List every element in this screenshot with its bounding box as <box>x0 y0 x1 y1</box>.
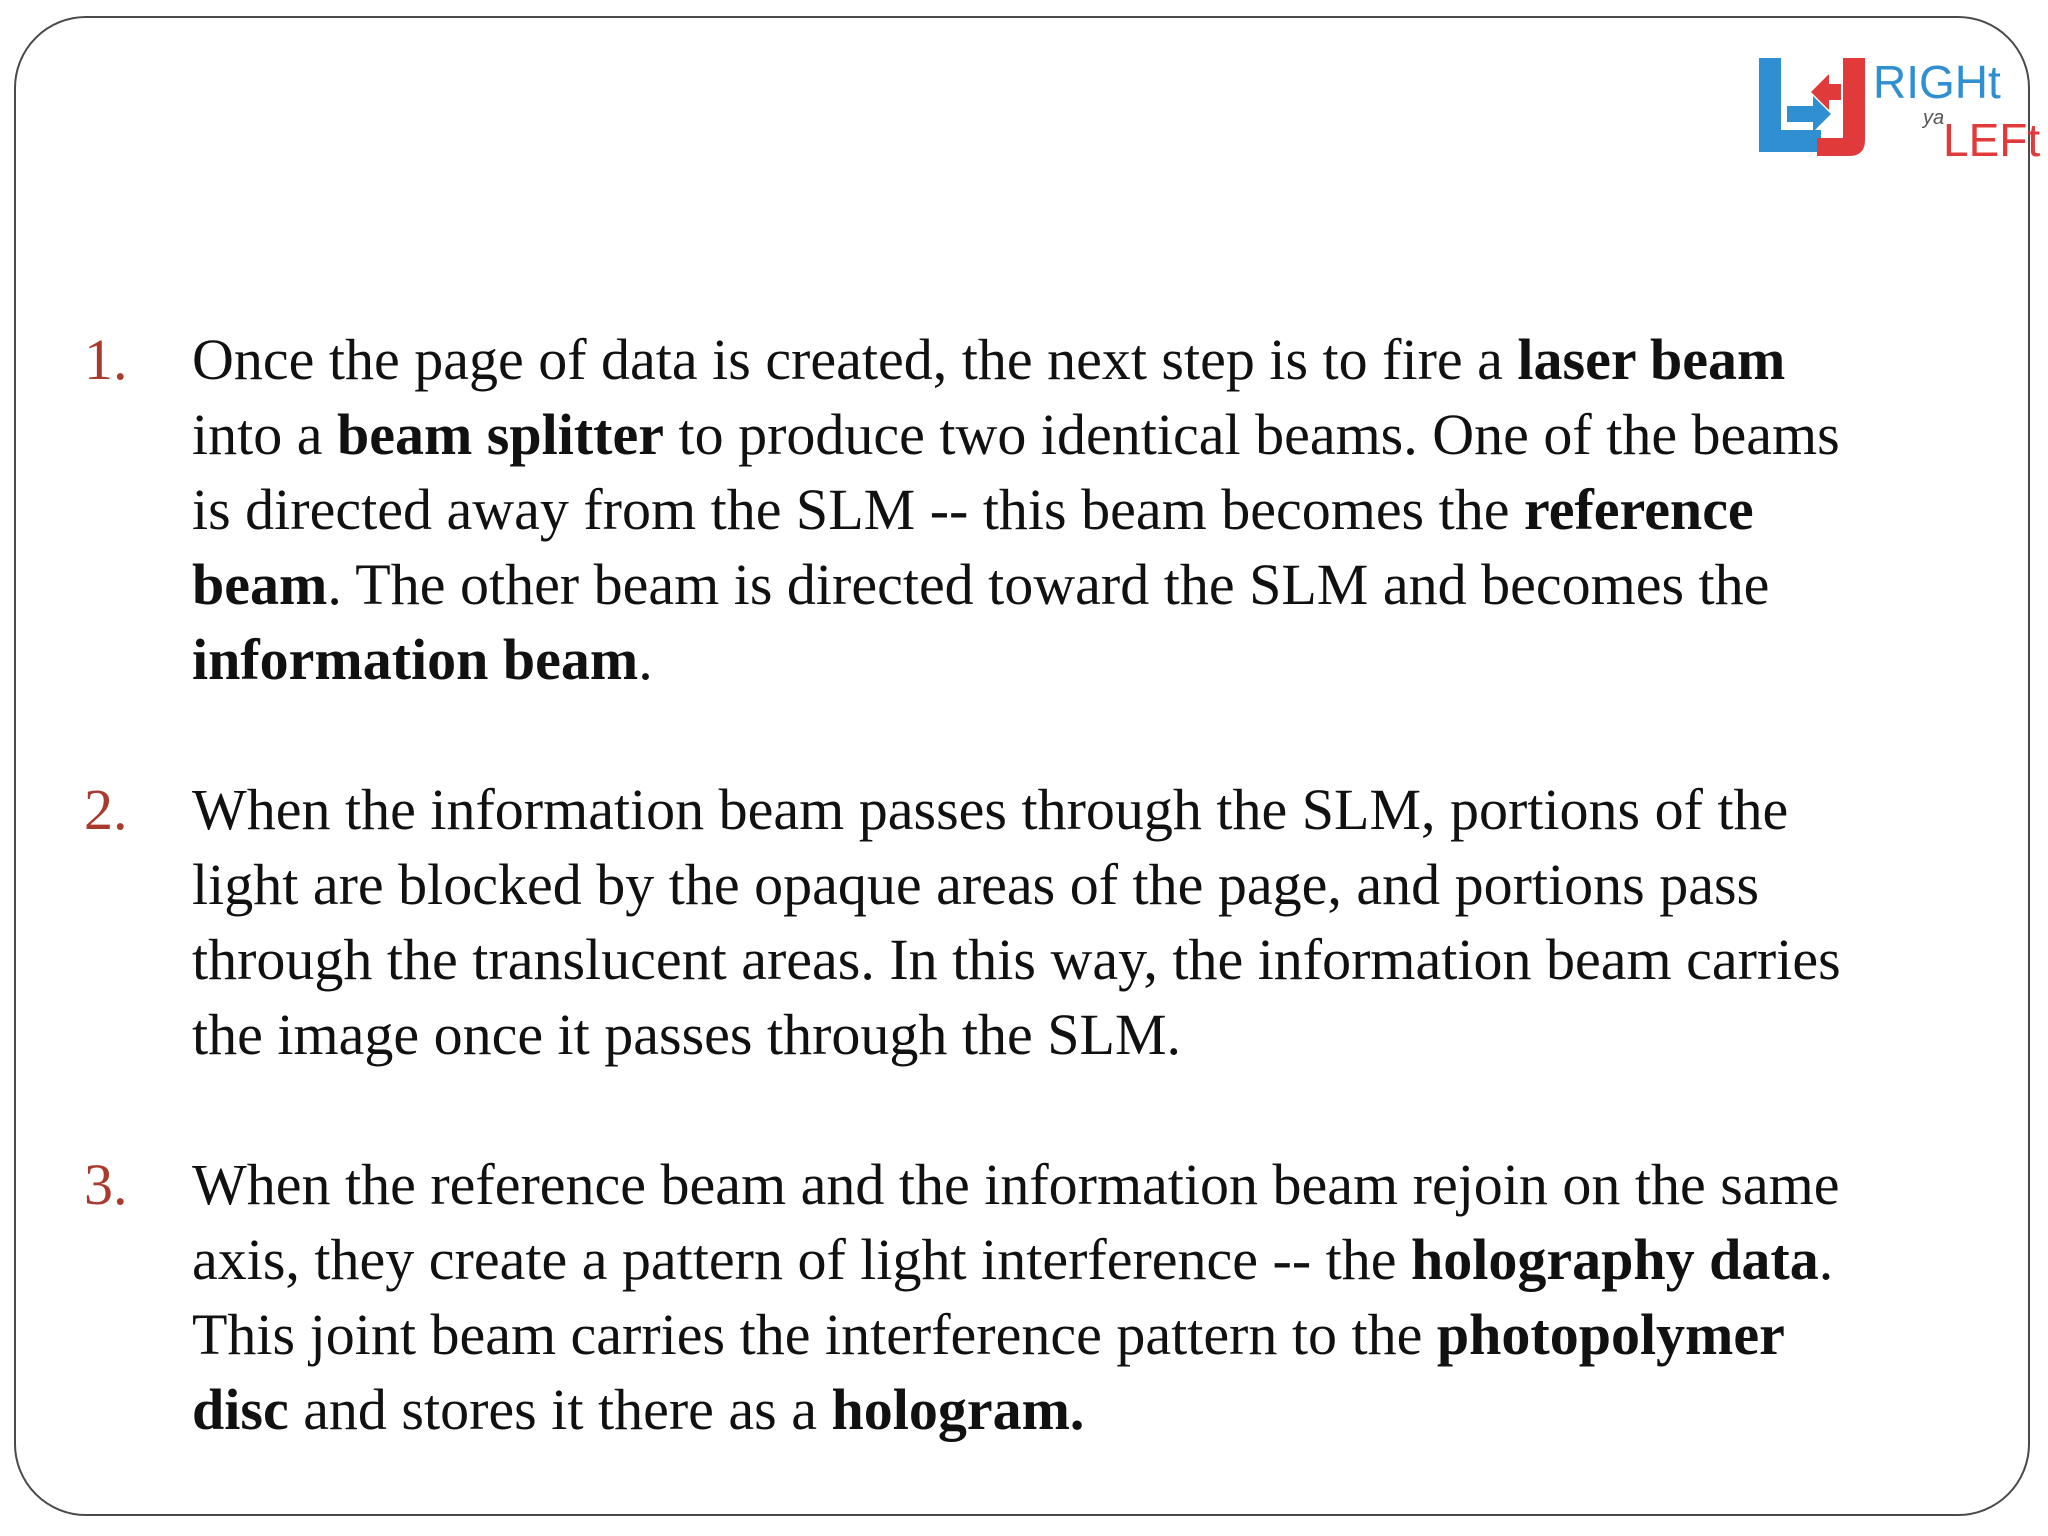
list-item <box>84 1147 2004 1447</box>
text-run: through the translucent areas. In this way, the information beam carries <box>192 927 1841 992</box>
bold-term: information beam <box>192 627 639 692</box>
text-line <box>192 772 2004 847</box>
bold-term: beam splitter <box>336 402 664 467</box>
text-run: This joint beam carries the interference pattern to the <box>192 1302 1437 1367</box>
slide <box>14 16 2041 1516</box>
list-item-number: 3. <box>84 1152 128 1217</box>
logo-left-text: LEFt <box>1943 114 2041 166</box>
logo-red-j <box>1817 58 1865 156</box>
list-item-text <box>192 1147 2004 1447</box>
list-item-text <box>192 772 2004 1072</box>
text-run: light are blocked by the opaque areas of the page, and portions pass <box>192 852 1760 917</box>
text-line <box>192 1372 2004 1447</box>
text-run: is directed away from the SLM -- this beam becomes the <box>192 477 1524 542</box>
numbered-list <box>84 322 2004 1447</box>
text-run: into a <box>192 402 337 467</box>
list-item-number: 1. <box>84 327 128 392</box>
text-line <box>192 1297 2004 1372</box>
list-item <box>84 322 2004 697</box>
bold-term: holography data <box>1411 1227 1819 1292</box>
bold-term: disc <box>192 1377 289 1442</box>
text-run: . <box>638 627 653 692</box>
bold-term: beam <box>192 552 328 617</box>
text-line <box>192 322 2004 397</box>
text-run: the image once it passes through the SLM. <box>192 1002 1182 1067</box>
text-run: . <box>1818 1227 1834 1292</box>
text-run: to produce two identical beams. One of the beams <box>663 402 1840 467</box>
text-run: When the reference beam and the information beam rejoin on the same <box>192 1152 1840 1217</box>
text-line <box>192 547 2004 622</box>
text-line <box>192 922 2004 997</box>
list-item <box>84 772 2004 1072</box>
right-ya-left-logo <box>1751 48 2048 168</box>
text-line <box>192 622 2004 697</box>
logo-ya-text: ya <box>1923 107 1945 129</box>
text-line <box>192 847 2004 922</box>
text-run: Once the page of data is created, the next step is to fire a <box>192 327 1518 392</box>
text-run: axis, they create a pattern of light interference -- the <box>192 1227 1411 1292</box>
text-line <box>192 397 2004 472</box>
text-run: and stores it there as a <box>288 1377 832 1442</box>
text-line <box>192 1222 2004 1297</box>
text-run: . The other beam is directed toward the SLM and becomes the <box>327 552 1770 617</box>
text-run: When the information beam passes through the SLM, portions of the <box>192 777 1789 842</box>
logo-blue-l <box>1759 58 1821 152</box>
list-item-text <box>192 322 2004 697</box>
logo-right-text: RIGHt <box>1873 56 2001 108</box>
bold-term: reference <box>1524 477 1754 542</box>
text-line <box>192 997 2004 1072</box>
bold-term: photopolymer <box>1436 1302 1785 1367</box>
text-line <box>192 1147 2004 1222</box>
list-item-number: 2. <box>84 777 128 842</box>
bold-term: hologram. <box>831 1377 1085 1442</box>
text-line <box>192 472 2004 547</box>
bold-term: laser beam <box>1517 327 1786 392</box>
